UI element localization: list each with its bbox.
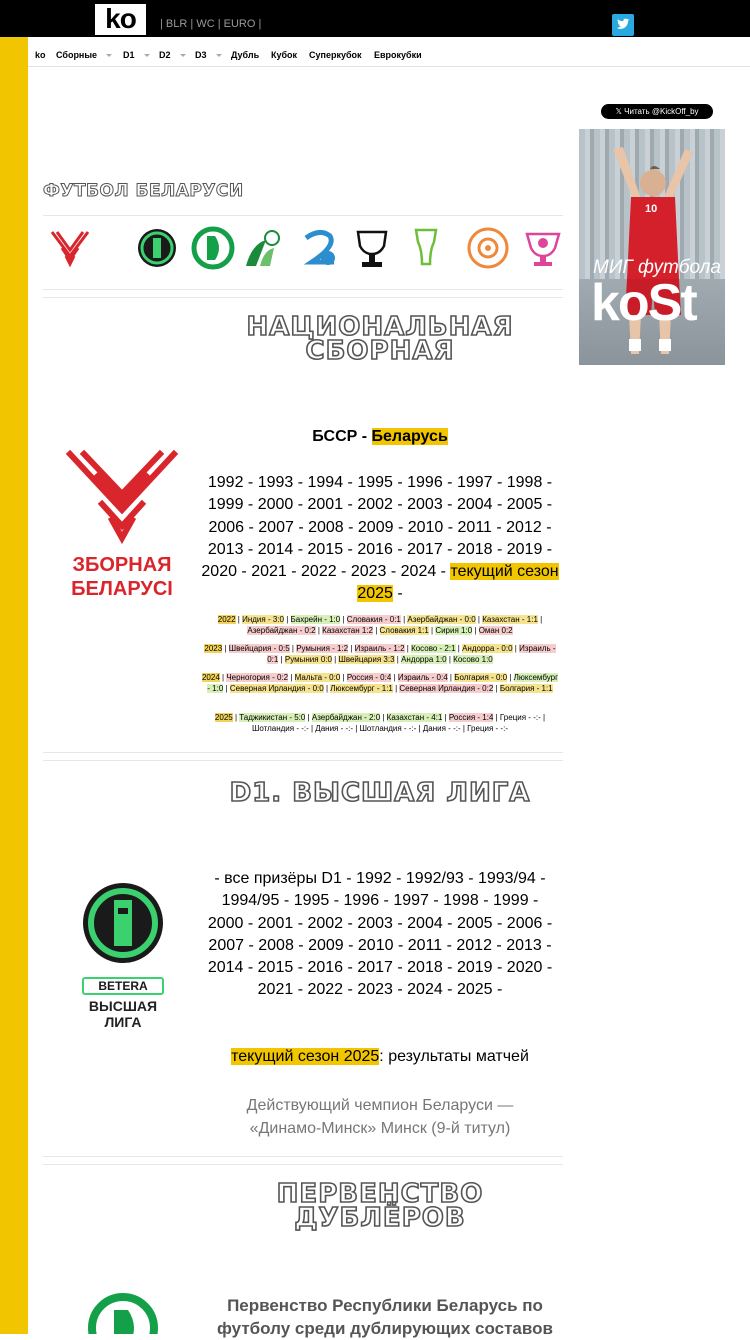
result-year[interactable]: 2025	[214, 713, 233, 722]
year-link[interactable]: 2009	[308, 936, 344, 954]
match-result[interactable]: Андорра - 0:0	[462, 644, 513, 653]
link-euro[interactable]: EURO	[223, 18, 256, 30]
nav-item-eurocups[interactable]: Еврокубки	[374, 50, 422, 60]
d1-logo-icon[interactable]	[135, 226, 179, 270]
match-result[interactable]: Таджикистан - 5:0	[239, 713, 306, 722]
match-result[interactable]: Израиль - 0:1	[267, 644, 556, 664]
year-link[interactable]: 2000	[257, 496, 294, 514]
year-link[interactable]: 2013	[207, 540, 244, 558]
match-result[interactable]: Азербайджан - 0:0	[407, 615, 476, 624]
year-link[interactable]: 2014	[257, 540, 294, 558]
supercup-logo-icon[interactable]	[404, 226, 448, 270]
reserves-heading[interactable]: ПЕРВЕНСТВО ДУБЛЁРОВ	[276, 1179, 484, 1233]
year-link[interactable]: 2007	[258, 518, 294, 536]
year-link[interactable]: 1994/95	[221, 892, 280, 910]
year-link[interactable]: 2008	[308, 518, 344, 536]
results-2023: 2023 | Швейцария - 0:5 | Румыния - 1:2 | Израиль - 1:2 | Косово - 2:1 | Андорра - 0:0 | Израиль - 0:1 | Румыния 0:0 | Швейцария 3:3 | Андорра 1:0 | Косово 1:0	[204, 644, 556, 664]
year-link[interactable]: 2012	[506, 518, 542, 536]
year-link[interactable]: 1992/93	[405, 870, 464, 887]
main-nav	[28, 37, 750, 67]
match-result[interactable]: Черногория - 0:2	[226, 673, 289, 682]
divider	[43, 1164, 563, 1165]
year-link[interactable]: 1993/94	[477, 870, 536, 887]
d2-logo-icon[interactable]	[191, 226, 235, 270]
year-link[interactable]: 1999	[207, 496, 244, 514]
link-wc[interactable]: WC	[196, 18, 215, 30]
match-result[interactable]: Бахрейн - 1:0	[290, 615, 341, 624]
year-link[interactable]: 1994	[307, 474, 344, 491]
zbornaya-emblem-icon	[62, 448, 182, 548]
match-result[interactable]: Казахстан 1:2	[322, 626, 373, 635]
year-link[interactable]: 2011	[407, 936, 443, 954]
year-link[interactable]: 2016	[357, 540, 393, 558]
year-link[interactable]: 2019	[456, 959, 493, 977]
match-result[interactable]: Израиль - 1:2	[354, 644, 405, 653]
divider	[43, 215, 563, 216]
year-link[interactable]: 1999	[493, 892, 529, 910]
match-result[interactable]: Северная Ирландия - 0:0	[229, 684, 324, 693]
nav-item-reserves[interactable]: Дубль	[231, 50, 260, 60]
cup-logo-icon[interactable]	[350, 226, 394, 270]
results-2022: 2022 | Индия - 3:0 | Бахрейн - 1:0 | Словакия - 0:1 | Азербайджан - 0:0 | Казахстан - 1:1 | Азербайджан - 0:2 | Казахстан 1:2 | Словакия 1:1 | Сирия 1:0 | Оман 0:2	[217, 615, 543, 635]
bssr-belarus-line: БССР - Беларусь	[312, 428, 448, 445]
match-result[interactable]: Косово - 2:1	[411, 644, 456, 653]
match-result[interactable]: Россия - 0:4	[346, 673, 392, 682]
year-link[interactable]: 2013	[506, 936, 542, 954]
match-result[interactable]: Болгария - 0:0	[454, 673, 508, 682]
year-link[interactable]: 2003	[407, 496, 443, 514]
match-result[interactable]: Дания - -:-	[315, 724, 354, 733]
year-link[interactable]: 2015	[257, 959, 294, 977]
year-link[interactable]: 2024	[407, 981, 443, 999]
match-result[interactable]: Румыния - 1:2	[296, 644, 349, 653]
results-2024: 2024 | Черногория - 0:2 | Мальта - 0:0 | Россия - 0:4 | Израиль - 0:4 | Болгария - 0:0 | Люксембург - 1:0 | Северная Ирландия - 0:0 | Люксембург - 1:1 | Северная Ирландия - 0:2 | Болгария - 1:1	[201, 673, 559, 693]
women-league-logo-icon[interactable]	[466, 226, 510, 270]
divider	[43, 297, 563, 298]
nav-item-ko[interactable]: ko	[35, 50, 46, 60]
divider	[43, 752, 563, 753]
all-winners-link[interactable]: - все призёры D1 -	[214, 870, 352, 887]
d1-heading[interactable]: D1. ВЫСШАЯ ЛИГА	[229, 778, 531, 808]
match-result[interactable]: Болгария - 1:1	[499, 684, 553, 693]
year-link[interactable]: 2001	[307, 496, 344, 514]
year-link[interactable]: 2009	[357, 518, 394, 536]
twitter-bird-icon[interactable]	[612, 14, 634, 36]
year-link[interactable]: 2007	[208, 936, 245, 954]
match-result[interactable]: Мальта - 0:0	[294, 673, 341, 682]
match-result[interactable]: Азербайджан - 2:0	[311, 713, 381, 722]
year-link[interactable]: 2005	[456, 914, 493, 932]
national-team-heading[interactable]: НАЦИОНАЛЬНАЯ СБОРНАЯ	[246, 312, 514, 366]
link-bssr[interactable]: БССР	[312, 428, 358, 445]
year-link[interactable]: 2018	[407, 959, 443, 977]
year-link[interactable]: 2004	[456, 496, 493, 514]
match-result[interactable]: Словакия 1:1	[379, 626, 429, 635]
match-result[interactable]: Казахстан - 4:1	[386, 713, 443, 722]
year-link[interactable]: 2021	[257, 981, 294, 999]
divider	[43, 760, 563, 761]
banner-caption: МИГ футбола	[593, 257, 721, 278]
match-result[interactable]: Андорра 1:0	[401, 655, 447, 664]
year-link[interactable]: 1992	[207, 474, 244, 491]
year-link[interactable]: 2006	[208, 518, 245, 536]
top-bar	[0, 0, 750, 37]
link-blr[interactable]: BLR	[165, 18, 188, 30]
year-link[interactable]: 2002	[357, 496, 393, 514]
top-links: | BLR | WC | EURO |	[160, 18, 262, 30]
year-link[interactable]: 2000	[207, 914, 244, 932]
match-result[interactable]: Оман 0:2	[478, 626, 513, 635]
year-link[interactable]: 1997	[393, 892, 429, 910]
match-result[interactable]: Казахстан - 1:1	[482, 615, 538, 624]
match-result[interactable]: Словакия - 0:1	[346, 615, 401, 624]
result-year[interactable]: 2022	[217, 615, 236, 624]
chevron-down-icon[interactable]	[216, 54, 222, 57]
d1-logo[interactable]: BETERA ВЫСШАЯ ЛИГА	[78, 878, 168, 1038]
year-link[interactable]: 1995	[357, 474, 393, 491]
year-link[interactable]: 2010	[357, 936, 394, 954]
match-result[interactable]: Дания - -:-	[422, 724, 461, 733]
year-link[interactable]: 2019	[506, 540, 543, 558]
nav-item-d3[interactable]: D3	[195, 50, 207, 60]
year-link[interactable]: 1995	[293, 892, 330, 910]
left-accent-bar	[0, 37, 28, 1334]
reserves-logo-icon[interactable]	[88, 1290, 158, 1334]
link-belarus[interactable]: Беларусь	[371, 428, 448, 445]
match-result[interactable]: Греция - -:-	[467, 724, 508, 733]
match-result[interactable]: Индия - 3:0	[242, 615, 284, 624]
link-current-season-d1[interactable]: текущий сезон 2025	[231, 1048, 380, 1065]
year-link[interactable]: 1993	[257, 474, 294, 491]
match-result[interactable]: Шотландия - -:-	[252, 724, 309, 733]
divider	[43, 1156, 563, 1157]
d1-current-season: текущий сезон 2025: результаты матчей	[231, 1048, 529, 1065]
year-link[interactable]: 2011	[457, 518, 492, 536]
reserves-description: Первенство Республики Беларусь по футболу среди дублирующих составов	[217, 1296, 553, 1338]
national-team-logo-icon[interactable]	[48, 226, 92, 270]
year-link[interactable]: 1992	[356, 870, 392, 887]
year-link[interactable]: 2014	[207, 959, 244, 977]
result-year[interactable]: 2024	[201, 673, 220, 682]
match-result[interactable]: Косово 1:0	[453, 655, 493, 664]
year-link[interactable]: 1998	[443, 892, 479, 910]
year-link[interactable]: 2022	[307, 981, 344, 999]
year-link[interactable]: 1996	[343, 892, 380, 910]
result-year[interactable]: 2023	[204, 644, 223, 653]
year-link[interactable]: 2023	[357, 981, 393, 999]
chevron-down-icon[interactable]	[144, 54, 150, 57]
divider	[43, 289, 563, 290]
year-link[interactable]: 1998	[506, 474, 543, 491]
banner-title: koSt	[591, 274, 696, 332]
nav-item-d1[interactable]: D1	[123, 50, 135, 60]
twitter-follow-button[interactable]: 𝕏 Читать @KickOff_by	[601, 104, 713, 119]
d3-logo-icon[interactable]	[242, 226, 286, 270]
match-result[interactable]: Израиль - 0:4	[397, 673, 448, 682]
match-result[interactable]: Швейцария 3:3	[338, 655, 395, 664]
year-link[interactable]: 2023	[350, 563, 387, 581]
match-result[interactable]: Люксембург - 1:1	[330, 684, 393, 693]
match-result[interactable]: Румыния 0:0	[284, 655, 332, 664]
year-link[interactable]: 2020	[506, 959, 543, 977]
d1-years-list: - все призёры D1 - 1992 - 1992/93 - 1993/94 - 1994/95 - 1995 - 1996 - 1997 - 1998 - 1999 - 2000 - 2001 - 2002 - 2003 - 2004 - 2005 - 2006 - 2007 - 2008 - 2009 - 2010 - 2011 - 2012 - 2013 - 2014 - 2015 - 2016 - 2017 - 2018 - 2019 - 2020 - 2021 - 2022 - 2023 - 2024 - 2025 -	[207, 870, 553, 999]
national-team-logo[interactable]: ЗБОРНАЯ БЕЛАРУСІ	[62, 448, 182, 598]
year-link[interactable]: 2020	[201, 563, 237, 581]
nav-item-d2[interactable]: D2	[159, 50, 171, 60]
year-link[interactable]: 2021	[251, 563, 287, 581]
year-link[interactable]: 2025	[456, 981, 493, 999]
year-link[interactable]: 2012	[456, 936, 492, 954]
year-link[interactable]: 2002	[307, 914, 344, 932]
reserves-logo-icon[interactable]	[298, 226, 342, 270]
nav-item-cup[interactable]: Кубок	[271, 50, 298, 60]
year-link[interactable]: 1996	[407, 474, 443, 491]
year-link[interactable]: 2017	[357, 959, 393, 977]
year-link[interactable]: 2008	[258, 936, 294, 954]
match-result[interactable]: Швейцария - 0:5	[228, 644, 290, 653]
match-result[interactable]: Россия - 1:4	[448, 713, 494, 722]
year-link[interactable]: 2022	[301, 563, 337, 581]
match-result[interactable]: Люксембург - 1:0	[207, 673, 559, 693]
match-result[interactable]: Греция - -:-	[499, 713, 541, 722]
year-link[interactable]: 1997	[456, 474, 493, 491]
year-link[interactable]: 2004	[407, 914, 443, 932]
results-2025: 2025 | Таджикистан - 5:0 | Азербайджан - 2:0 | Казахстан - 4:1 | Россия - 1:4 | Греция - -:- | Шотландия - -:- | Дания - -:- | Шотландия - -:- | Дания - -:- | Греция - -:-	[214, 713, 546, 733]
nav-item-supercup[interactable]: Суперкубок	[309, 50, 362, 60]
site-logo[interactable]: ko	[95, 4, 146, 35]
page-title: ФУТБОЛ БЕЛАРУСИ	[43, 181, 244, 201]
shirt-number: 10	[645, 203, 658, 215]
year-link[interactable]: 2018	[456, 540, 493, 558]
women-cup-logo-icon[interactable]	[521, 226, 565, 270]
year-link[interactable]: 2015	[307, 540, 344, 558]
nav-item-national[interactable]: Сборные	[56, 50, 98, 60]
match-result[interactable]: Северная Ирландия - 0:2	[399, 684, 494, 693]
match-result[interactable]: Азербайджан - 0:2	[247, 626, 316, 635]
x-icon: 𝕏	[615, 107, 625, 116]
year-link[interactable]: 2006	[506, 914, 543, 932]
match-result[interactable]: Сирия 1:0	[435, 626, 473, 635]
chevron-down-icon[interactable]	[106, 54, 112, 57]
current-season-link[interactable]: текущий сезон 2025	[357, 563, 559, 603]
match-result[interactable]: Шотландия - -:-	[359, 724, 417, 733]
year-link[interactable]: 2005	[506, 496, 543, 514]
current-champion: Действующий чемпион Беларуси — «Динамо-Минск» Минск (9-й титул)	[246, 1097, 514, 1137]
national-years-list: 1992 - 1993 - 1994 - 1995 - 1996 - 1997 - 1998 - 1999 - 2000 - 2001 - 2002 - 2003 - 2004 - 2005 - 2006 - 2007 - 2008 - 2009 - 2010 - 2011 - 2012 - 2013 - 2014 - 2015 - 2016 - 2017 - 2018 - 2019 - 2020 - 2021 - 2022 - 2023 - 2024 - текущий сезон 2025 -	[201, 474, 559, 603]
year-link[interactable]: 2016	[307, 959, 344, 977]
year-link[interactable]: 2010	[407, 518, 444, 536]
chevron-down-icon[interactable]	[180, 54, 186, 57]
year-link[interactable]: 2024	[400, 563, 437, 581]
sidebar-banner-photo[interactable]	[579, 129, 725, 365]
year-link[interactable]: 2001	[257, 914, 294, 932]
year-link[interactable]: 2003	[357, 914, 393, 932]
year-link[interactable]: 2017	[407, 540, 443, 558]
betera-league-emblem-icon	[78, 878, 168, 968]
